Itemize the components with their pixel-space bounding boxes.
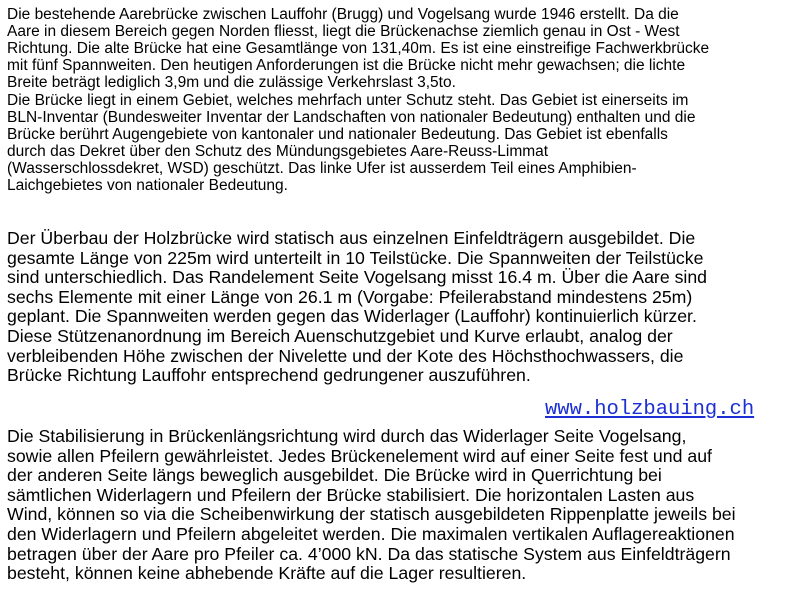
text-line: Brücke berührt Augengebiete von kantonaler und nationaler Bedeutung. Das Gebiet ist ebenfalls xyxy=(7,126,668,144)
text-line: mit fünf Spannweiten. Den heutigen Anforderungen ist die Brücke nicht mehr gewachsen; die lichte xyxy=(7,57,686,75)
text-line: Breite beträgt lediglich 3,9m und die zulässige Verkehrslast 3,5to. xyxy=(7,74,456,92)
paragraph-protected-area xyxy=(7,92,696,195)
text-line: sowie allen Pfeilern gewährleistet. Jedes Brückenelement wird auf einer Seite fest und auf xyxy=(7,445,712,466)
text-line: Der Überbau der Holzbrücke wird statisch aus einzelnen Einfeldträgern ausgebildet. Die xyxy=(7,228,696,248)
paragraph-stabilization xyxy=(7,427,736,584)
text-line: sechs Elemente mit einer Länge von 26.1 m (Vorgabe: Pfeilerabstand mindestens 25m) xyxy=(7,286,693,307)
text-line: sind unterschiedlich. Das Randelement Seite Vogelsang misst 16.4 m. Über die Aare sind xyxy=(7,267,708,288)
text-line: Diese Stützenanordnung im Bereich Auenschutzgebiet und Kurve erlaubt, analog der xyxy=(7,325,673,346)
text-line: besteht, können keine abhebende Kräfte auf die Lager resultieren. xyxy=(7,563,527,584)
text-line: durch das Dekret über den Schutz des Mündungsgebietes Aare-Reuss-Limmat xyxy=(7,143,549,161)
paragraph-superstructure xyxy=(7,229,707,386)
text-line: sämtlichen Widerlagern und Pfeilern der Brücke stabilisiert. Die horizontalen Lasten aus xyxy=(7,484,695,505)
text-line: Brücke Richtung Lauffohr entsprechend gedrungener auszuführen. xyxy=(7,365,531,386)
text-line: Die Brücke liegt in einem Gebiet, welches mehrfach unter Schutz steht. Das Gebiet ist einerseits im xyxy=(7,92,689,109)
text-line: Wind, können so via die Scheibenwirkung der statisch ausgebildeten Rippenplatte jeweils bei xyxy=(7,504,736,525)
text-line: geplant. Die Spannweiten werden gegen das Widerlager (Lauffohr) kontinuierlich kürzer. xyxy=(7,306,697,327)
text-line: Richtung. Die alte Brücke hat eine Gesamtlänge von 131,40m. Es ist eine einstreifige Fachwerkbrücke xyxy=(7,40,710,58)
text-line: verbleibenden Höhe zwischen der Nivelette und der Kote des Höchsthochwassers, die xyxy=(7,345,684,366)
text-line: den Widerlagern und Pfeilern abgeleitet werden. Die maximalen vertikalen Auflagereaktionen xyxy=(7,523,735,544)
text-line: Laichgebietes von nationaler Bedeutung. xyxy=(7,177,288,195)
text-line: Aare in diesem Bereich gegen Norden fliesst, liegt die Brückenachse ziemlich genau in Ost - West xyxy=(7,23,680,41)
website-link[interactable]: www.holzbauing.ch xyxy=(545,398,755,421)
text-line: gesamte Länge von 225m wird unterteilt in 10 Teilstücke. Die Spannweiten der Teilstücke xyxy=(7,247,704,268)
text-line: der anderen Seite längs beweglich ausgebildet. Die Brücke wird in Querrichtung bei xyxy=(7,465,662,486)
text-line: BLN-Inventar (Bundesweiter Inventar der Landschaften von nationaler Bedeutung) enthalten und die xyxy=(7,109,696,127)
text-line: Die bestehende Aarebrücke zwischen Lauffohr (Brugg) und Vogelsang wurde 1946 erstellt. Da die xyxy=(7,6,679,23)
text-line: betragen über der Aare pro Pfeiler ca. 4’000 kN. Da das statische System aus Einfeldträgern xyxy=(7,543,731,564)
text-line: (Wasserschlossdekret, WSD) geschützt. Das linke Ufer ist ausserdem Teil eines Amphibien- xyxy=(7,160,637,178)
text-line: Die Stabilisierung in Brückenlängsrichtung wird durch das Widerlager Seite Vogelsang, xyxy=(7,426,687,446)
paragraph-bridge-history xyxy=(7,6,709,91)
